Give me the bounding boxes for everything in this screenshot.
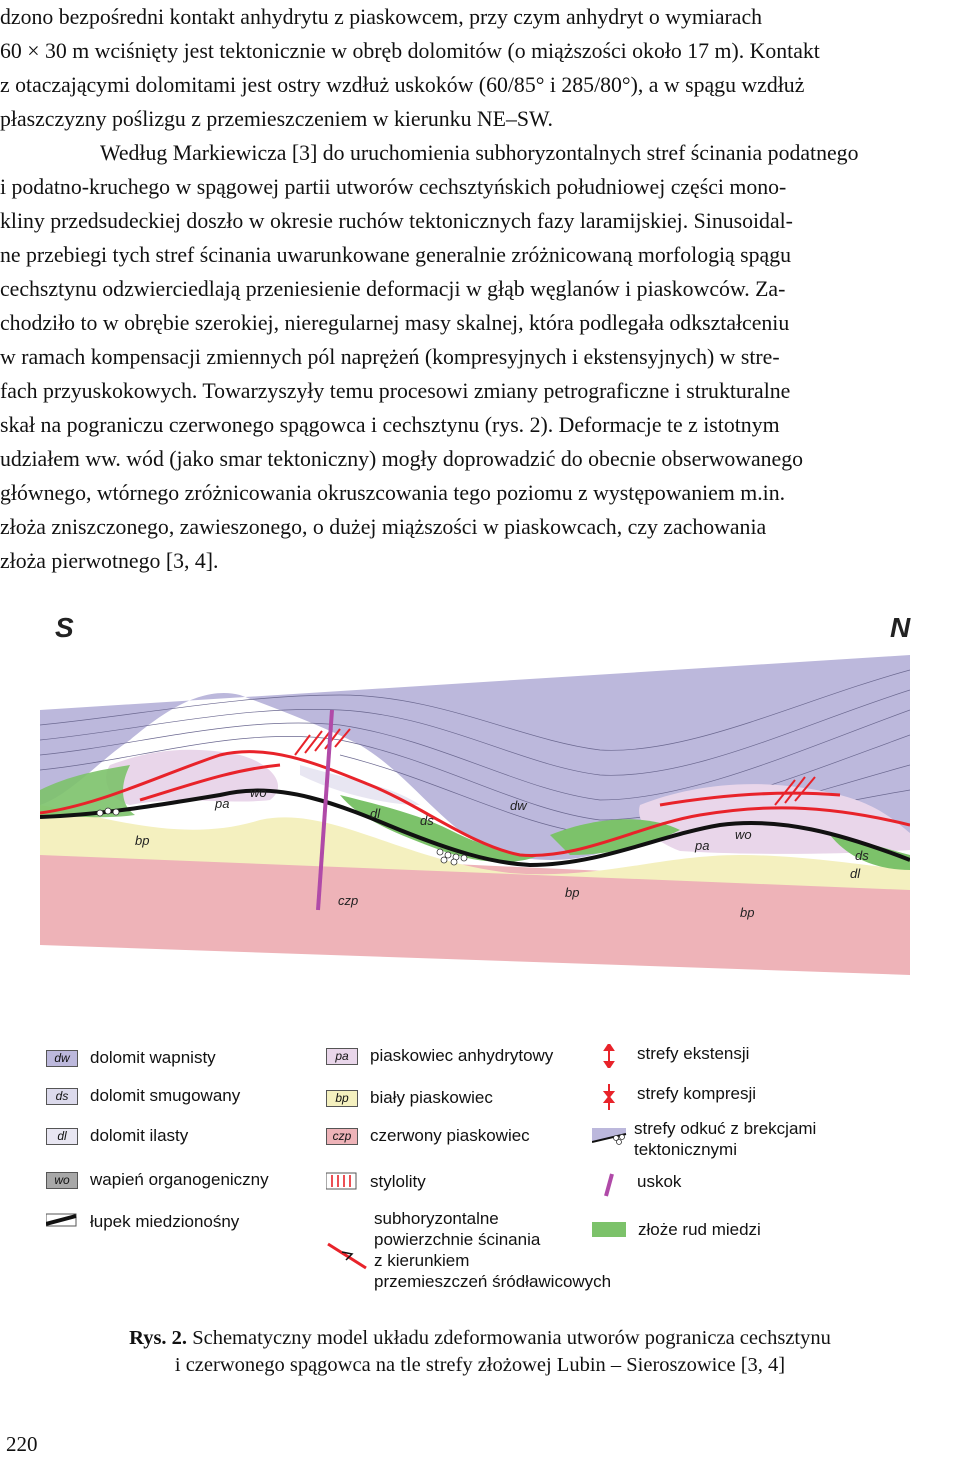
text-line: cechsztynu odzwierciedlają przeniesienie deformacji w głąb węglanów i piaskowców. Za-	[0, 277, 786, 301]
paragraph-2	[0, 136, 955, 578]
swatch-wo: wo	[46, 1172, 78, 1189]
legend-label: strefy kompresji	[637, 1084, 757, 1103]
cross-section-figure	[40, 655, 910, 985]
legend-compression	[599, 1084, 756, 1110]
text-line: 60 × 30 m wciśnięty jest tektonicznie w obręb dolomitów (o miąższości około 17 m). Kontakt	[0, 39, 820, 63]
text-line: złoża zniszczonego, zawieszonego, o dużej miąższości w piaskowcach, czy zachowania	[0, 515, 767, 539]
legend-breccia	[592, 1118, 816, 1160]
swatch-dl: dl	[46, 1128, 78, 1145]
page-number: 220	[6, 1432, 38, 1456]
legend-shear	[326, 1208, 611, 1292]
text-line: złoża pierwotnego [3, 4].	[0, 549, 219, 573]
legend-label: czerwony piaskowiec	[370, 1126, 530, 1145]
caption-label: Rys. 2.	[129, 1327, 188, 1349]
swatch-dw: dw	[46, 1050, 78, 1067]
text-line: skał na pograniczu czerwonego spągowca i cechsztynu (rys. 2). Deformacje te z istotnym	[0, 413, 780, 437]
label-pa-1: pa	[215, 796, 230, 811]
legend-czp	[326, 1126, 530, 1146]
legend-pa	[326, 1046, 553, 1066]
label-dl-2: dl	[850, 866, 861, 881]
legend-wo	[46, 1170, 269, 1190]
extension-arrow-icon	[599, 1044, 619, 1068]
legend-label-line: tektonicznymi	[634, 1140, 737, 1159]
legend-label: piaskowiec anhydrytowy	[370, 1046, 554, 1065]
legend-label-line: przemieszczeń śródławicowych	[374, 1272, 612, 1291]
legend-stylolites	[326, 1172, 426, 1192]
legend-label: wapień organogeniczny	[90, 1170, 269, 1189]
swatch-pa: pa	[326, 1048, 358, 1065]
legend-label: złoże rud miedzi	[638, 1220, 761, 1239]
legend-label: strefy ekstensji	[637, 1044, 750, 1063]
paragraph-1	[0, 0, 955, 136]
label-wo-1: wo	[250, 785, 267, 800]
shale-icon	[46, 1212, 78, 1228]
legend-label: dolomit wapnisty	[90, 1048, 216, 1067]
legend-label-line: z kierunkiem	[374, 1251, 470, 1270]
legend-dw	[46, 1048, 216, 1068]
legend-label-line: powierzchnie ścinania	[374, 1230, 541, 1249]
text-line: z otaczającymi dolomitami jest ostry wzdłuż uskoków (60/85° i 285/80°), a w spągu wzdłuż	[0, 73, 805, 97]
swatch-czp: czp	[326, 1128, 358, 1145]
label-bp-3: bp	[740, 905, 755, 920]
text-line: dzono bezpośredni kontakt anhydrytu z piaskowcem, przy czym anhydryt o wymiarach	[0, 5, 763, 29]
legend-ds	[46, 1086, 240, 1106]
label-dl-1: dl	[370, 806, 381, 821]
label-ds-2: ds	[855, 848, 869, 863]
legend-label-line: subhoryzontalne	[374, 1209, 499, 1228]
legend-label: dolomit ilasty	[90, 1126, 189, 1145]
legend-label: uskok	[637, 1172, 682, 1191]
legend-extension	[599, 1044, 749, 1068]
fault-icon	[599, 1172, 619, 1198]
north-label: N	[890, 612, 911, 643]
body-text	[0, 0, 955, 578]
label-ds-1: ds	[420, 813, 434, 828]
legend-dl	[46, 1126, 188, 1146]
label-bp-1: bp	[135, 833, 150, 848]
legend-fault	[599, 1172, 681, 1198]
swatch-ore	[592, 1222, 626, 1237]
legend-label: dolomit smugowany	[90, 1086, 241, 1105]
label-bp-2: bp	[565, 885, 580, 900]
text-line: w ramach kompensacji zmiennych pól naprężeń (kompresyjnych i ekstensyjnych) w stre-	[0, 345, 780, 369]
text-line: chodziło to w obrębie szerokiej, nieregularnej masy skalnej, która podlegała odkształceniu	[0, 311, 790, 335]
text-line: Według Markiewicza [3] do uruchomienia subhoryzontalnych stref ścinania podatnego	[100, 141, 859, 165]
label-czp: czp	[338, 893, 359, 908]
text-line: kliny przedsudeckiej doszło w okresie ruchów tektonicznych fazy laramijskiej. Sinusoidal-	[0, 209, 793, 233]
stylolite-icon	[326, 1172, 358, 1190]
text-line: płaszczyzny poślizgu z przemieszczeniem w kierunku NE–SW.	[0, 107, 554, 131]
legend-bp	[326, 1088, 493, 1108]
label-wo-2: wo	[735, 827, 752, 842]
label-dw: dw	[510, 798, 527, 813]
text-line: ne przebiegi tych stref ścinania uwarunkowane generalnie zróżnicowaną morfologią spągu	[0, 243, 792, 267]
legend-label: biały piaskowiec	[370, 1088, 493, 1107]
shear-surface-icon	[326, 1230, 370, 1290]
swatch-ds: ds	[46, 1088, 78, 1105]
compression-arrow-icon	[599, 1084, 619, 1110]
text-line: i podatno-kruchego w spągowej partii utworów cechsztyńskich południowej części mono-	[0, 175, 787, 199]
caption-line-2: i czerwonego spągowca na tle strefy złożowej Lubin – Sieroszowice [3, 4]	[174, 1354, 786, 1376]
text-line: głównego, wtórnego zróżnicowania okruszcowania tego poziomu z występowaniem m.in.	[0, 481, 786, 505]
figure-caption	[0, 1325, 960, 1379]
label-pa-2: pa	[695, 838, 710, 853]
legend-label-line: strefy odkuć z brekcjami	[634, 1119, 817, 1138]
text-line: udziałem ww. wód (jako smar tektoniczny) mogły doprowadzić do obecnie obserwowanego	[0, 447, 804, 471]
figure-legend	[44, 1040, 944, 1300]
caption-line-1: Schematyczny model układu zdeformowania utworów pogranicza cechsztynu	[192, 1327, 831, 1349]
legend-ore	[592, 1220, 761, 1240]
legend-shale	[46, 1212, 239, 1232]
swatch-bp: bp	[326, 1090, 358, 1107]
south-label: S	[55, 612, 74, 643]
legend-label: łupek miedzionośny	[90, 1212, 240, 1231]
breccia-icon	[592, 1124, 628, 1146]
legend-label: stylolity	[370, 1172, 426, 1191]
text-line: fach przyuskokowych. Towarzyszyły temu procesowi zmiany petrograficzne i strukturalne	[0, 379, 791, 403]
